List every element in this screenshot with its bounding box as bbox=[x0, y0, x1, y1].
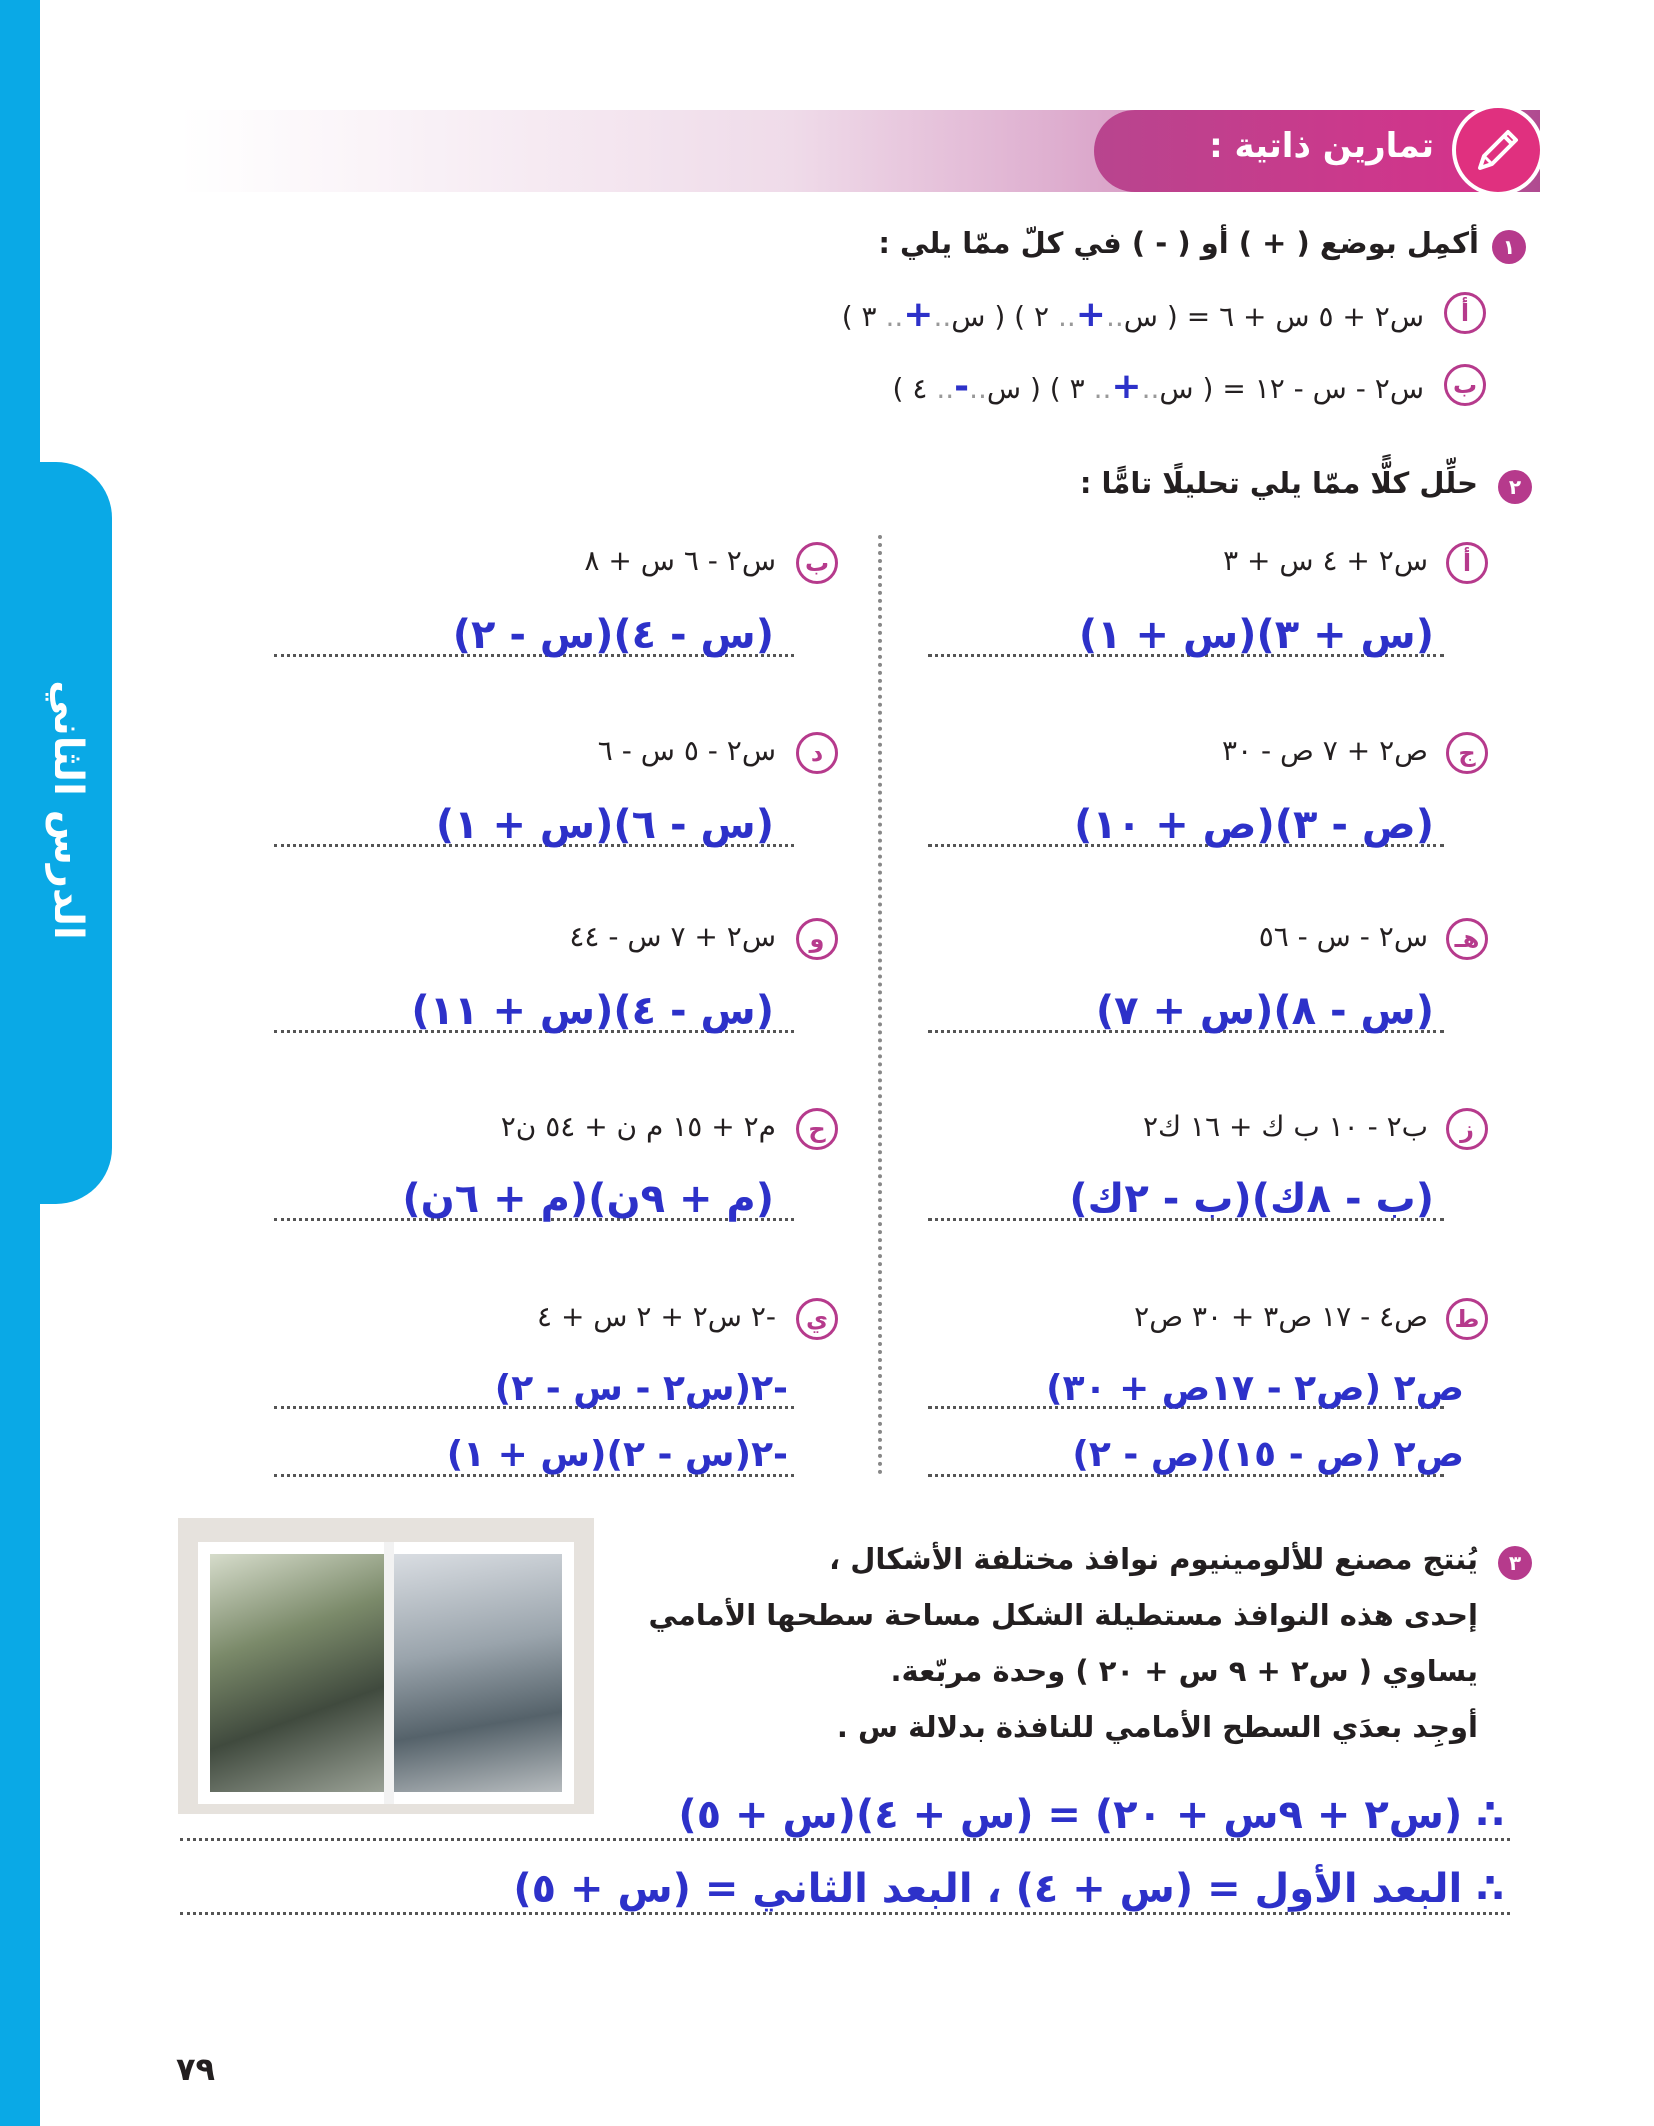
q2-letter-w: و bbox=[796, 918, 838, 960]
q2-j-expression: ص٢ + ٧ ص - ٣٠ bbox=[1222, 734, 1428, 767]
q2-a-expression: س٢ + ٤ س + ٣ bbox=[1223, 544, 1428, 577]
q2-y-answer-2: -٢(س - ٢)(س + ١) bbox=[446, 1434, 788, 1475]
q2-d-expression: س٢ - ٥ س - ٦ bbox=[597, 734, 776, 767]
answer-line bbox=[180, 1912, 1510, 1915]
window-pane-left bbox=[210, 1554, 384, 1792]
question-number-1: ١ bbox=[1492, 230, 1526, 264]
q2-letter-y: ي bbox=[796, 1298, 838, 1340]
question-number-2: ٢ bbox=[1498, 470, 1532, 504]
q2-letter-t: ط bbox=[1446, 1298, 1488, 1340]
q2-z-answer: (ب - ٨ك)(ب - ٢ك) bbox=[1069, 1176, 1434, 1222]
q2-h-answer: (س - ٨)(س + ٧) bbox=[1095, 988, 1434, 1034]
window-frame bbox=[198, 1542, 574, 1804]
q2-h-expression: س٢ - س - ٥٦ bbox=[1258, 920, 1428, 953]
window-pane-right bbox=[394, 1554, 562, 1792]
q2-t-answer-2: ص٢ (ص - ١٥)(ص - ٢) bbox=[1072, 1434, 1464, 1475]
q2-a-answer: (س + ٣)(س + ١) bbox=[1078, 612, 1434, 658]
q2-t-expression: ص٤ - ١٧ ص٣ + ٣٠ ص٢ bbox=[1134, 1300, 1428, 1333]
question-number-3: ٣ bbox=[1498, 1546, 1532, 1580]
q2-b-answer: (س - ٤)(س - ٢) bbox=[452, 612, 774, 658]
q2-b-expression: س٢ - ٦ س + ٨ bbox=[584, 544, 776, 577]
q1-b-expression: س٢ - س - ١٢ = ( س..+.. ٣ ) ( س..-.. ٤ ) bbox=[892, 366, 1424, 407]
q2-letter-z: ز bbox=[1446, 1108, 1488, 1150]
q2-instruction: حلِّل كلًّا ممّا يلي تحليلًا تامًّا : bbox=[1079, 466, 1478, 500]
lesson-label bbox=[40, 600, 96, 1020]
q2-letter-d: د bbox=[796, 732, 838, 774]
q1-a-expression: س٢ + ٥ س + ٦ = ( س..+.. ٢ ) ( س..+.. ٣ ) bbox=[841, 294, 1424, 335]
pencil-icon bbox=[1452, 104, 1544, 196]
q2-w-answer: (س - ٤)(س + ١١) bbox=[411, 988, 774, 1034]
answer-line bbox=[180, 1838, 1510, 1841]
q2-letter-j: ج bbox=[1446, 732, 1488, 774]
q2-y-expression: -٢ س٢ + ٢ س + ٤ bbox=[537, 1300, 776, 1333]
q2-letter-h: هـ bbox=[1446, 918, 1488, 960]
q2-z-expression: ب٢ - ١٠ ب ك + ١٦ ك٢ bbox=[1143, 1110, 1428, 1143]
q2-t-answer: ص٢ (ص٢ - ١٧ص + ٣٠) bbox=[1046, 1368, 1464, 1409]
column-separator bbox=[878, 535, 882, 1475]
q2-letter-h2: ح bbox=[796, 1108, 838, 1150]
q1-letter-b: ب bbox=[1444, 364, 1486, 406]
q3-line-2: إحدى هذه النوافذ مستطيلة الشكل مساحة سطحها الأمامي bbox=[648, 1598, 1478, 1632]
q3-line-3: يساوي ( س٢ + ٩ س + ٢٠ ) وحدة مربّعة. bbox=[890, 1654, 1478, 1688]
q2-y-answer: -٢(س٢ - س - ٢) bbox=[494, 1368, 788, 1409]
window-divider bbox=[384, 1542, 394, 1804]
q2-d-answer: (س - ٦)(س + ١) bbox=[435, 802, 774, 848]
page-number: ٧٩ bbox=[176, 2050, 216, 2088]
q2-h2-answer: (م + ٩ن)(م + ٦ن) bbox=[402, 1176, 774, 1222]
aluminium-window-photo bbox=[178, 1518, 594, 1814]
section-title: تمارين ذاتية : bbox=[1209, 126, 1434, 166]
q1-instruction: أكمِل بوضع ( + ) أو ( - ) في كلّ ممّا يلي : bbox=[878, 226, 1479, 260]
q2-letter-b: ب bbox=[796, 542, 838, 584]
q2-w-expression: س٢ + ٧ س - ٤٤ bbox=[569, 920, 776, 953]
q3-answer-1: ∴ (س٢ + ٩س + ٢٠) = (س + ٤)(س + ٥) bbox=[678, 1792, 1504, 1838]
q2-h2-expression: م٢ + ١٥ م ن + ٥٤ ن٢ bbox=[500, 1110, 776, 1143]
q1-letter-a: أ bbox=[1444, 292, 1486, 334]
q2-letter-a: أ bbox=[1446, 542, 1488, 584]
q3-answer-2: ∴ البعد الأول = (س + ٤) ، البعد الثاني = (س + ٥) bbox=[513, 1866, 1504, 1912]
q3-line-4: أوجِد بعدَي السطح الأمامي للنافذة بدلالة س . bbox=[836, 1710, 1478, 1744]
q3-line-1: يُنتج مصنع للألومينيوم نوافذ مختلفة الأشكال ، bbox=[829, 1542, 1478, 1576]
q2-j-answer: (ص - ٣)(ص + ١٠) bbox=[1074, 802, 1434, 848]
lesson-label-text: الدرس الثاني bbox=[45, 680, 91, 940]
